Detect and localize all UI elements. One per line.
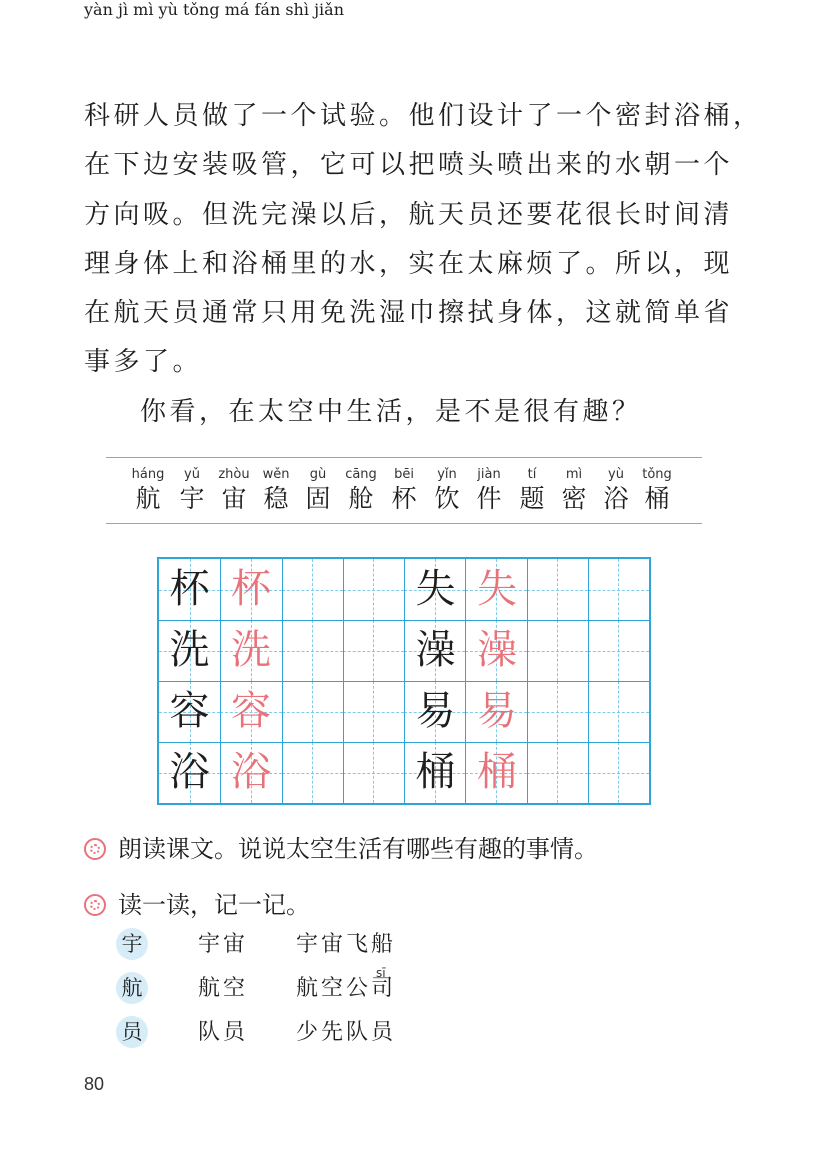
passage-line-4: 理身体上和浴桶里的水，实在太麻烦了。所以，现 xyxy=(84,249,734,279)
passage-line-1: 科研人员做了一个试验。他们设计了一个密封浴桶， xyxy=(84,101,763,131)
grid-cell xyxy=(343,559,404,620)
grid-cell xyxy=(282,620,343,681)
grid-cell xyxy=(588,559,649,620)
vocab-item: bēi 杯 xyxy=(391,467,417,513)
grid-char: 澡 xyxy=(415,627,456,673)
vocab-item: zhòu 宙 xyxy=(218,467,250,513)
vocab-item: tí 题 xyxy=(519,467,545,513)
seal-icon xyxy=(84,838,106,860)
grid-cell xyxy=(588,681,649,742)
writing-grid xyxy=(157,557,651,805)
pinyin-jian: jiǎn xyxy=(314,0,344,19)
vocab-item: yù 浴 xyxy=(603,467,629,513)
task-1-text: 朗读课文。说说太空生活有哪些有趣的事情。 xyxy=(118,835,598,863)
grid-trace-char: 澡 xyxy=(477,627,517,673)
phrase: 航空公司 xyxy=(296,976,397,1001)
grid-cell xyxy=(282,681,343,742)
word: 宇宙 xyxy=(198,932,249,957)
grid-cell xyxy=(343,681,404,742)
pinyin-shi: shì xyxy=(285,0,309,19)
grid-trace-char: 失 xyxy=(477,566,517,612)
grid-cell xyxy=(527,620,588,681)
grid-cell xyxy=(343,620,404,681)
grid-char: 失 xyxy=(415,566,456,612)
vocab-bottom-rule xyxy=(106,523,702,524)
word: 航空 xyxy=(198,976,249,1001)
vocab-item: yǐn 饮 xyxy=(434,467,460,513)
pinyin-yutong: yù tǒng xyxy=(158,0,220,19)
phrase: 宇宙飞船 xyxy=(296,932,397,957)
grid-trace-char: 桶 xyxy=(477,749,517,795)
vocab-item: yǔ 宇 xyxy=(179,467,205,513)
pinyin-ji: jì xyxy=(117,0,129,19)
grid-trace-char: 容 xyxy=(231,688,271,734)
seal-icon xyxy=(84,894,106,916)
task-2 xyxy=(84,890,310,920)
grid-cell xyxy=(527,681,588,742)
vocab-item: mì 密 xyxy=(561,467,587,513)
grid-char: 浴 xyxy=(169,749,210,795)
task-2-text: 读一读，记一记。 xyxy=(118,891,310,919)
passage-line-6: 事多了。 xyxy=(84,347,203,377)
vocab-item: háng 航 xyxy=(131,467,165,513)
passage-line-3: 方向吸。但洗完澡以后，航天员还要花很长时间清 xyxy=(84,200,734,230)
grid-trace-char: 杯 xyxy=(231,566,271,612)
grid-cell xyxy=(343,742,404,803)
grid-cell xyxy=(282,742,343,803)
vocab-item: tǒng 桶 xyxy=(642,467,672,513)
vocab-item: jiàn 件 xyxy=(476,467,502,513)
grid-cell xyxy=(588,742,649,803)
grid-char: 洗 xyxy=(169,627,210,673)
phrase: 少先队员 xyxy=(296,1020,397,1045)
grid-char: 桶 xyxy=(415,749,456,795)
vocab-top-rule xyxy=(106,457,702,458)
vocab-item: cāng 舱 xyxy=(345,467,377,513)
vocab-item: wěn 稳 xyxy=(262,467,290,513)
char-badge: 宇 xyxy=(116,928,148,960)
passage-line-2: 在下边安装吸管，它可以把喷头喷出来的水朝一个 xyxy=(84,150,734,180)
passage xyxy=(84,0,763,427)
grid-cell xyxy=(527,559,588,620)
char-badge: 员 xyxy=(116,1016,148,1048)
pinyin-mafan: má fán xyxy=(224,0,281,19)
grid-cell xyxy=(588,620,649,681)
phrase-pinyin: sī xyxy=(376,966,386,980)
grid-trace-char: 洗 xyxy=(231,627,271,673)
word: 队员 xyxy=(198,1020,249,1045)
grid-cell xyxy=(527,742,588,803)
grid-char: 易 xyxy=(415,688,456,734)
passage-line-7: 你看，在太空中生活，是不是很有趣？ xyxy=(140,397,642,427)
grid-char: 容 xyxy=(169,688,210,734)
passage-line-5: 在航天员通常只用免洗湿巾擦拭身体，这就简单省 xyxy=(84,298,734,328)
pinyin-mi: mì xyxy=(133,0,154,19)
grid-trace-char: 易 xyxy=(477,688,517,734)
grid-char: 杯 xyxy=(169,566,210,612)
task-1 xyxy=(84,834,598,864)
page-number: 80 xyxy=(84,1074,105,1094)
grid-cell xyxy=(282,559,343,620)
char-badge: 航 xyxy=(116,972,148,1004)
pinyin-yan: yàn xyxy=(84,0,113,19)
grid-trace-char: 浴 xyxy=(231,749,271,795)
vocab-item: gù 固 xyxy=(305,467,331,513)
